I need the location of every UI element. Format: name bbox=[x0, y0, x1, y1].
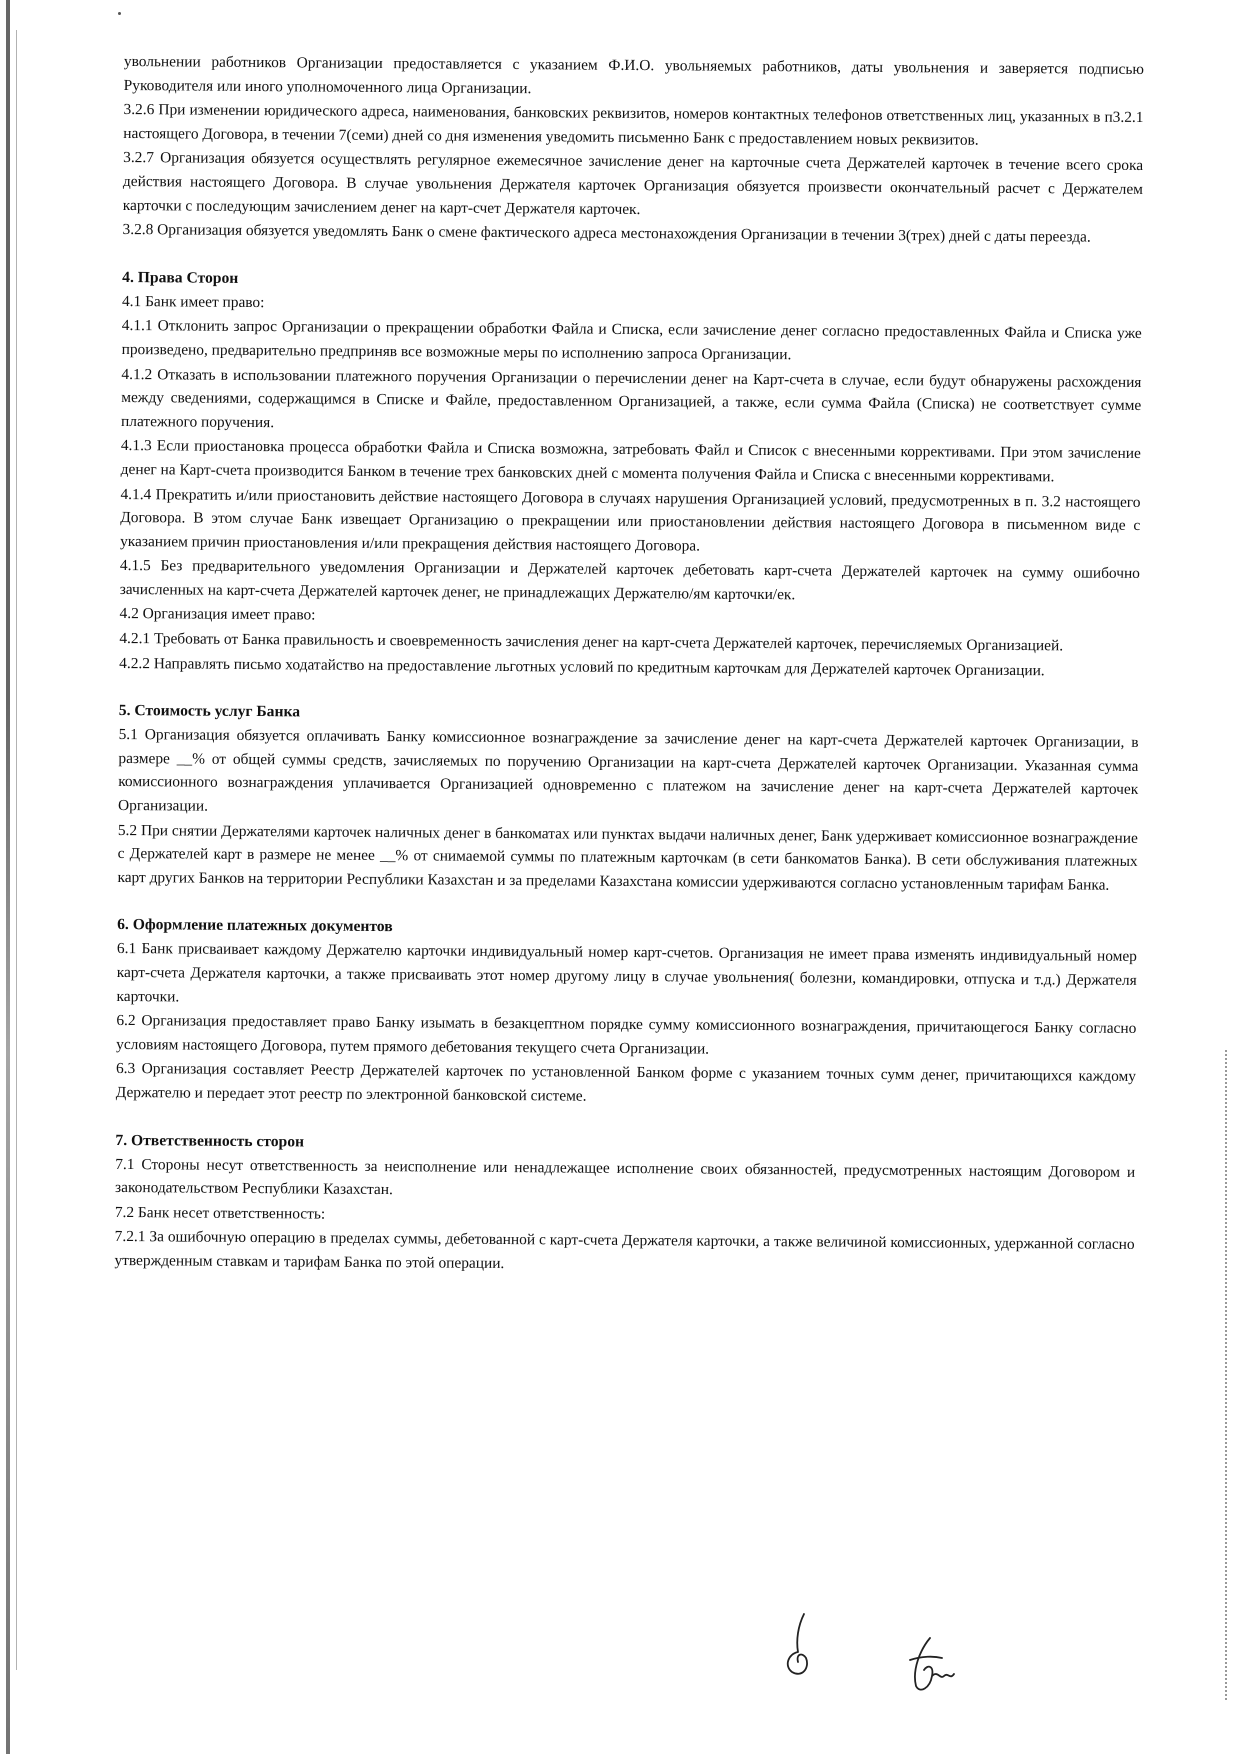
paragraph-7-1: 7.1 Стороны несут ответственность за неисполнение или ненадлежащее исполнение своих обязанностей, предусмотренных настоящим Договором и законодательством Республики Казахстан. bbox=[114, 1155, 1136, 1199]
paragraph-5-1: 5.1 Организация обязуется оплачивать Банку комиссионное вознаграждение за зачисление денег на карт-счета Держателей карточек Организации, в размере __% от общей суммы средств, зачисляемых по поручению Организации на карт-счета Держателей карточек Организации. Указанная сумма комиссионного вознаграждения уплачивается Организацией одновременно с платежом на зачисление денег на карт-счета Держателей карточек Организации. bbox=[117, 726, 1139, 815]
section-6-documents bbox=[116, 913, 1137, 1112]
scan-edge-line bbox=[16, 30, 17, 1670]
paragraph: увольнении работников Организации предоставляется с указанием Ф.И.О. увольняемых работников, даты увольнения и заверяется подписью Руководителя или иного уполномоченного лица Организации. bbox=[123, 52, 1144, 97]
section-heading: 4. Права Сторон bbox=[122, 268, 239, 287]
paragraph-6-3: 6.3 Организация составляет Реестр Держателей карточек по установленной Банком форме с указанием точных сумм денег, причитающихся каждому Держателю и передает этот реестр по электронной банковской системе. bbox=[115, 1060, 1137, 1105]
section-heading: 5. Стоимость услуг Банка bbox=[118, 702, 301, 721]
signature-initial-1 bbox=[780, 1612, 820, 1682]
scan-dot bbox=[118, 12, 121, 15]
paragraph-3-2-8: 3.2.8 Организация обязуется уведомлять Банк о смене фактического адреса местонахождения Организации в течении 3(трех) дней с даты переезда. bbox=[122, 221, 1091, 246]
paragraph-4-2-2: 4.2.2 Направлять письмо ходатайство на предоставление льготных условий по кредитным карточкам для Держателей карточек Организации. bbox=[119, 654, 1045, 679]
section-7-liability bbox=[114, 1129, 1135, 1281]
paragraph-4-2: 4.2 Организация имеет право: bbox=[119, 605, 316, 624]
paragraph-6-1: 6.1 Банк присваивает каждому Держателю карточки индивидуальный номер карт-счетов. Организация не имеет права изменять индивидуальный номер карт-счета Держателя карточки, а также присваивать этот номер другому лицу в случае увольнения( болезни, командировки, отпуска и т.д.) Держателя карточки. bbox=[116, 940, 1137, 1006]
section-5-cost bbox=[117, 699, 1138, 897]
paragraph-4-1-4: 4.1.4 Прекратить и/или приостановить действие настоящего Договора в случаях нарушения Организацией условий, предусмотренных в п. 3.2 настоящего Договора. В этом случае Банк извещает Организацию о прекращении или приостановлении действия настоящего Договора в письменном виде с указанием причин приостановления и/или прекращения действия настоящего Договора. bbox=[120, 485, 1141, 555]
paragraph-4-2-1: 4.2.1 Требовать от Банка правильность и своевременность зачисления денег на карт-счета Держателей карточек, перечисляемых Организацией. bbox=[119, 630, 1064, 655]
section-obligations-continued bbox=[122, 50, 1143, 250]
section-4-rights bbox=[119, 266, 1142, 683]
section-heading: 6. Оформление платежных документов bbox=[117, 916, 393, 936]
paragraph-3-2-7: 3.2.7 Организация обязуется осуществлять регулярное ежемесячное зачисление денег на карточные счета Держателей карточек в течение всего срока действия настоящего Договора. В случае увольнения Держателя карточек Организация обязуется произвести окончательный расчет с Держателем карточки с последующим зачислением денег на карт-счет Держателя карточек. bbox=[122, 149, 1144, 218]
paragraph-7-2-1: 7.2.1 За ошибочную операцию в пределах суммы, дебетованной с карт-счета Держателя карточки, а также величиной комиссионных, удержанной согласно утвержденным ставкам и тарифам Банка по этой операции. bbox=[114, 1228, 1135, 1272]
paragraph-4-1: 4.1 Банк имеет право: bbox=[121, 292, 265, 311]
paragraph-5-2: 5.2 При снятии Держателями карточек наличных денег в банкоматах или пунктах выдачи наличных денег, Банк удерживает комиссионное вознаграждение с Держателей карт в размере не менее __% от снимаемой суммы по платежным карточкам (в сети банкоматов Банка). В сети обслуживания платежных карт других Банков на территории Республики Казахстан и за пределами Казахстана комиссии удерживаются согласно установленным тарифам Банка. bbox=[117, 821, 1138, 894]
paragraph-4-1-3: 4.1.3 Если приостановка процесса обработки Файла и Списка возможна, затребовать Файл и Список с внесенными коррективами. При этом зачисление денег на Карт-счета производится Банком в течение трех банковских дней с момента получения Файла и Списка с внесенными коррективами. bbox=[120, 437, 1141, 486]
section-heading: 7. Ответственность сторон bbox=[115, 1131, 305, 1151]
paragraph-3-2-6: 3.2.6 При изменении юридического адреса, наименования, банковских реквизитов, номеров контактных телефонов ответственных лиц, указанных в п3.2.1 настоящего Договора, в течении 7(семи) дней со дня изменения уведомить письменно Банк с предоставлением новых реквизитов. bbox=[123, 101, 1144, 149]
scan-right-edge-marks bbox=[1225, 1050, 1230, 1700]
paragraph-6-2: 6.2 Организация предоставляет право Банку изымать в безакцептном порядке сумму комиссионного вознаграждения, причитающегося Банку согласно условиям настоящего Договора, путем прямого дебетования текущего счета Организации. bbox=[116, 1012, 1137, 1058]
paragraph-4-1-2: 4.1.2 Отказать в использовании платежного поручения Организации о перечислении денег на Карт-счета в случае, если будут обнаружены расхождения между сведениями, содержащимся в Списке и Файле, предоставленном Организацией, а также, если сумма Файла (Списка) не соответствует сумме платежного поручения. bbox=[121, 365, 1142, 431]
scan-edge-shadow bbox=[6, 0, 10, 1754]
paragraph-4-1-1: 4.1.1 Отклонить запрос Организации о прекращении обработки Файла и Списка, если зачисление денег согласно предоставленных Файла и Списка уже произведено, предварительно предприняв все возможные меры по исполнению запроса Организации. bbox=[121, 317, 1142, 364]
paragraph-7-2: 7.2 Банк несет ответственность: bbox=[114, 1203, 326, 1223]
document-body bbox=[114, 50, 1144, 1282]
signature-initial-2 bbox=[900, 1630, 970, 1700]
paragraph-4-1-5: 4.1.5 Без предварительного уведомления Организации и Держателей карточек дебетовать карт-счета Держателей карточек на сумму ошибочно зачисленных на карт-счета Держателей карточек денег, не принадлежащих Держателю/ям карточки/ек. bbox=[119, 557, 1140, 604]
